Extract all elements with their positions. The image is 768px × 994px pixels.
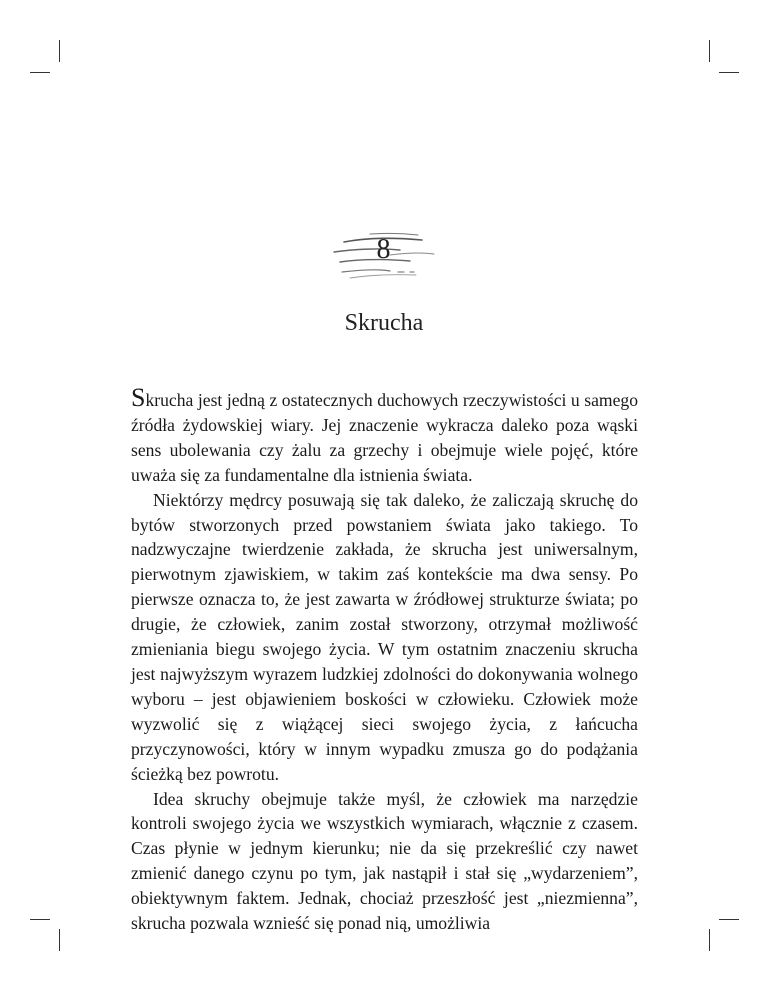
crop-mark-bottom-left-h bbox=[30, 919, 50, 920]
crop-mark-top-left-v bbox=[59, 40, 60, 62]
crop-mark-top-right-h bbox=[719, 72, 739, 73]
paragraph-1-text: krucha jest jedną z ostatecznych duchowych rzeczywistości u samego źródła żydowskiej wiary. Jej znaczenie wykracza daleko poza wąski sens ubolewania czy żalu za grzechy i obejmuje wiele pojęć, które uważa się za fundamentalne dla istnienia świata. bbox=[131, 390, 638, 485]
crop-mark-bottom-left-v bbox=[59, 929, 60, 951]
paragraph-1 bbox=[131, 383, 638, 488]
chapter-number: 8 bbox=[376, 234, 392, 265]
chapter-body bbox=[131, 383, 638, 936]
chapter-title: Skrucha bbox=[344, 310, 424, 336]
crop-mark-bottom-right-v bbox=[709, 929, 710, 951]
paragraph-2: Niektórzy mędrcy posuwają się tak daleko, że zaliczają skruchę do bytów stworzonych przed powstaniem świata jako takiego. To nadzwyczajne twierdzenie zakłada, że skrucha jest uniwersalnym, pierwotnym zjawiskiem, w takim zaś kontekście ma dwa sensy. Po pierwsze oznacza to, że jest zawarta w źródłowej strukturze świata; po drugie, że człowiek, zanim został stworzony, otrzymał możliwość zmieniania biegu swojego życia. W tym ostatnim znaczeniu skrucha jest najwyższym wyrazem ludzkiej zdolności do dokonywania wolnego wyboru – jest objawieniem boskości w człowieku. Człowiek może wyzwolić się z wiążącej sieci swojego życia, z łańcucha przyczynowości, który w innym wypadku zmusza go do podążania ścieżką bez powrotu. bbox=[131, 489, 638, 784]
crop-mark-top-left-h bbox=[30, 72, 50, 73]
paragraph-3: Idea skruchy obejmuje także myśl, że człowiek ma narzędzie kontroli swojego życia we wszystkich wymiarach, włącznie z czasem. Czas płynie w jednym kierunku; nie da się przekreślić czy nawet zmienić danego czynu po tym, jak nastąpił i stał się „wydarzeniem”, obiektywnym faktem. Jednak, chociaż przeszłość jest „niezmienna”, skrucha pozwala wznieść się ponad nią, umożliwia bbox=[131, 788, 638, 934]
crop-mark-top-right-v bbox=[709, 40, 710, 62]
initial-letter: S bbox=[131, 383, 146, 412]
crop-mark-bottom-right-h bbox=[719, 919, 739, 920]
